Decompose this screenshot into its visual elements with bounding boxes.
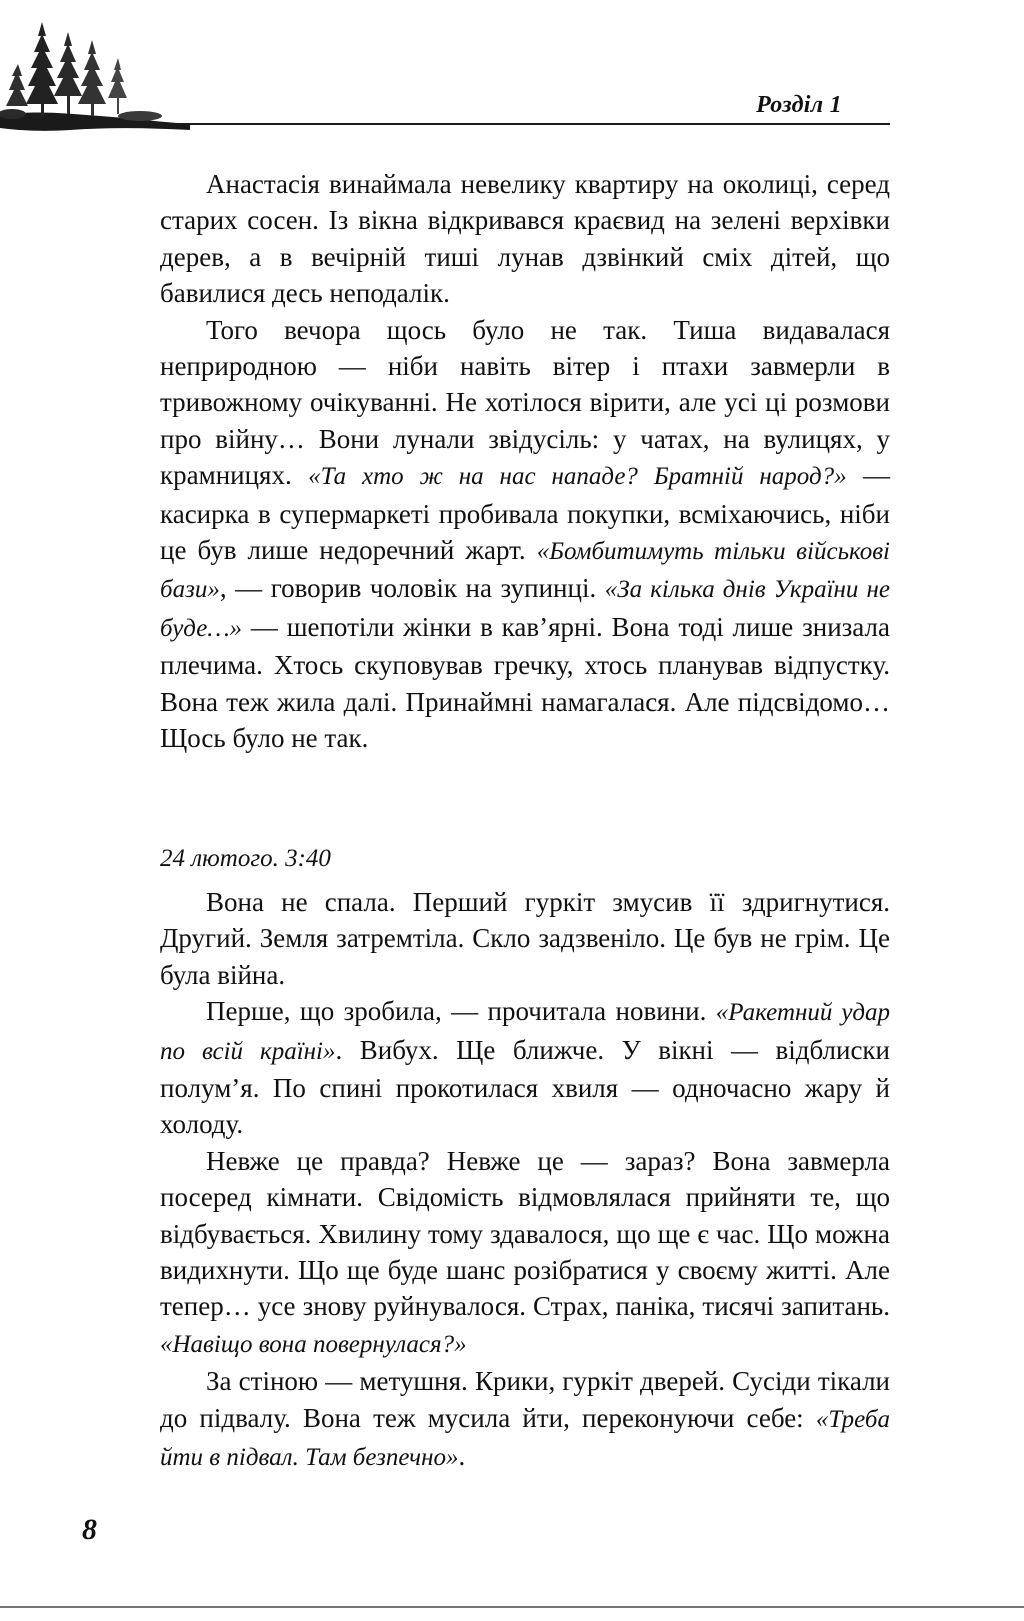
page-header <box>0 0 1024 150</box>
text-run: Вона не спала. Перший гуркіт змусив її здригнутися. Другий. Земля затремтіла. Скло задзвеніло. Це був не грім. Це була війна. <box>160 887 890 990</box>
text-run: Невже це правда? Невже це — зараз? Вона завмерла посеред кімнати. Свідомість відмовлялася прийняти те, що відбувається. Хвилину тому здавалося, що ще є час. Що можна видихнути. Що ще буде шанс розібратися у своєму житті. Але тепер… усе знову руйнувалося. Страх, паніка, тисячі запитань. <box>160 1145 890 1322</box>
paragraph <box>160 166 890 312</box>
text-run: За стіною — метушня. Крики, гуркіт дверей. Сусіди тікали до підвалу. Вона теж мусила йти, переконуючи себе: <box>160 1366 890 1433</box>
bottom-rule <box>0 1606 1024 1608</box>
quote: «Навіщо вона повернулася?» <box>160 1330 467 1358</box>
paragraph <box>160 1143 890 1363</box>
page-number: 8 <box>82 1513 97 1546</box>
paragraph <box>160 1363 890 1476</box>
paragraph <box>160 993 890 1143</box>
text-run: . Вибух. Ще ближче. У вікні — відблиски полум’я. По спині прокотилася хвиля — одночасно жару й холоду. <box>160 1034 890 1140</box>
text-run: . <box>458 1441 466 1472</box>
quote: «За кілька днів України не буде…» <box>160 576 890 642</box>
text-run: — шепотіли жінки в кав’ярні. Вона тоді лише знизала плечима. Хтось скуповував гречку, хтось планував відпустку. Вона теж жила далі. Принаймні намагалася. Але підсвідомо… Щось було не так. <box>160 611 890 754</box>
section-1-text <box>160 166 890 757</box>
quote: «Ракетний удар по всій країні» <box>160 999 890 1065</box>
text-run: , — говорив чоловік на зупинці. <box>219 573 605 604</box>
paragraph <box>160 884 890 993</box>
section-2-text <box>160 884 890 1477</box>
date-heading: 24 лютого. 3:40 <box>160 845 331 872</box>
text-run: Перше, що зробила, — прочитала новини. <box>206 996 716 1027</box>
quote: «Бомбитимуть тільки військові бази» <box>160 538 890 604</box>
pine-trees-icon <box>0 18 190 138</box>
text-run: Анастасія винаймала невелику квартиру на околиці, серед старих сосен. Із вікна відкривався краєвид на зелені верхівки дерев, а в вечірній тиші лунав дзвінкий сміх дітей, що бавилися десь неподалік. <box>160 169 890 309</box>
text-run: — касирка в супермаркеті пробивала покупки, всміхаючись, ніби це був лише недоречний жарт. <box>160 460 890 566</box>
text-run: Того вечора щось було не так. Тиша видавалася неприродною — ніби навіть вітер і птахи завмерли в тривожному очікуванні. Не хотілося вірити, але усі ці розмови про війну… Вони лунали звідусіль: у чатах, на вулицях, у крамницях. <box>160 314 890 491</box>
paragraph <box>160 312 890 757</box>
header-rule <box>120 123 890 125</box>
quote: «Та хто ж на нас нападе? Братній народ?» <box>308 463 847 491</box>
quote: «Треба йти в підвал. Там безпечно» <box>160 1405 890 1472</box>
chapter-title: Розділ 1 <box>756 92 842 118</box>
